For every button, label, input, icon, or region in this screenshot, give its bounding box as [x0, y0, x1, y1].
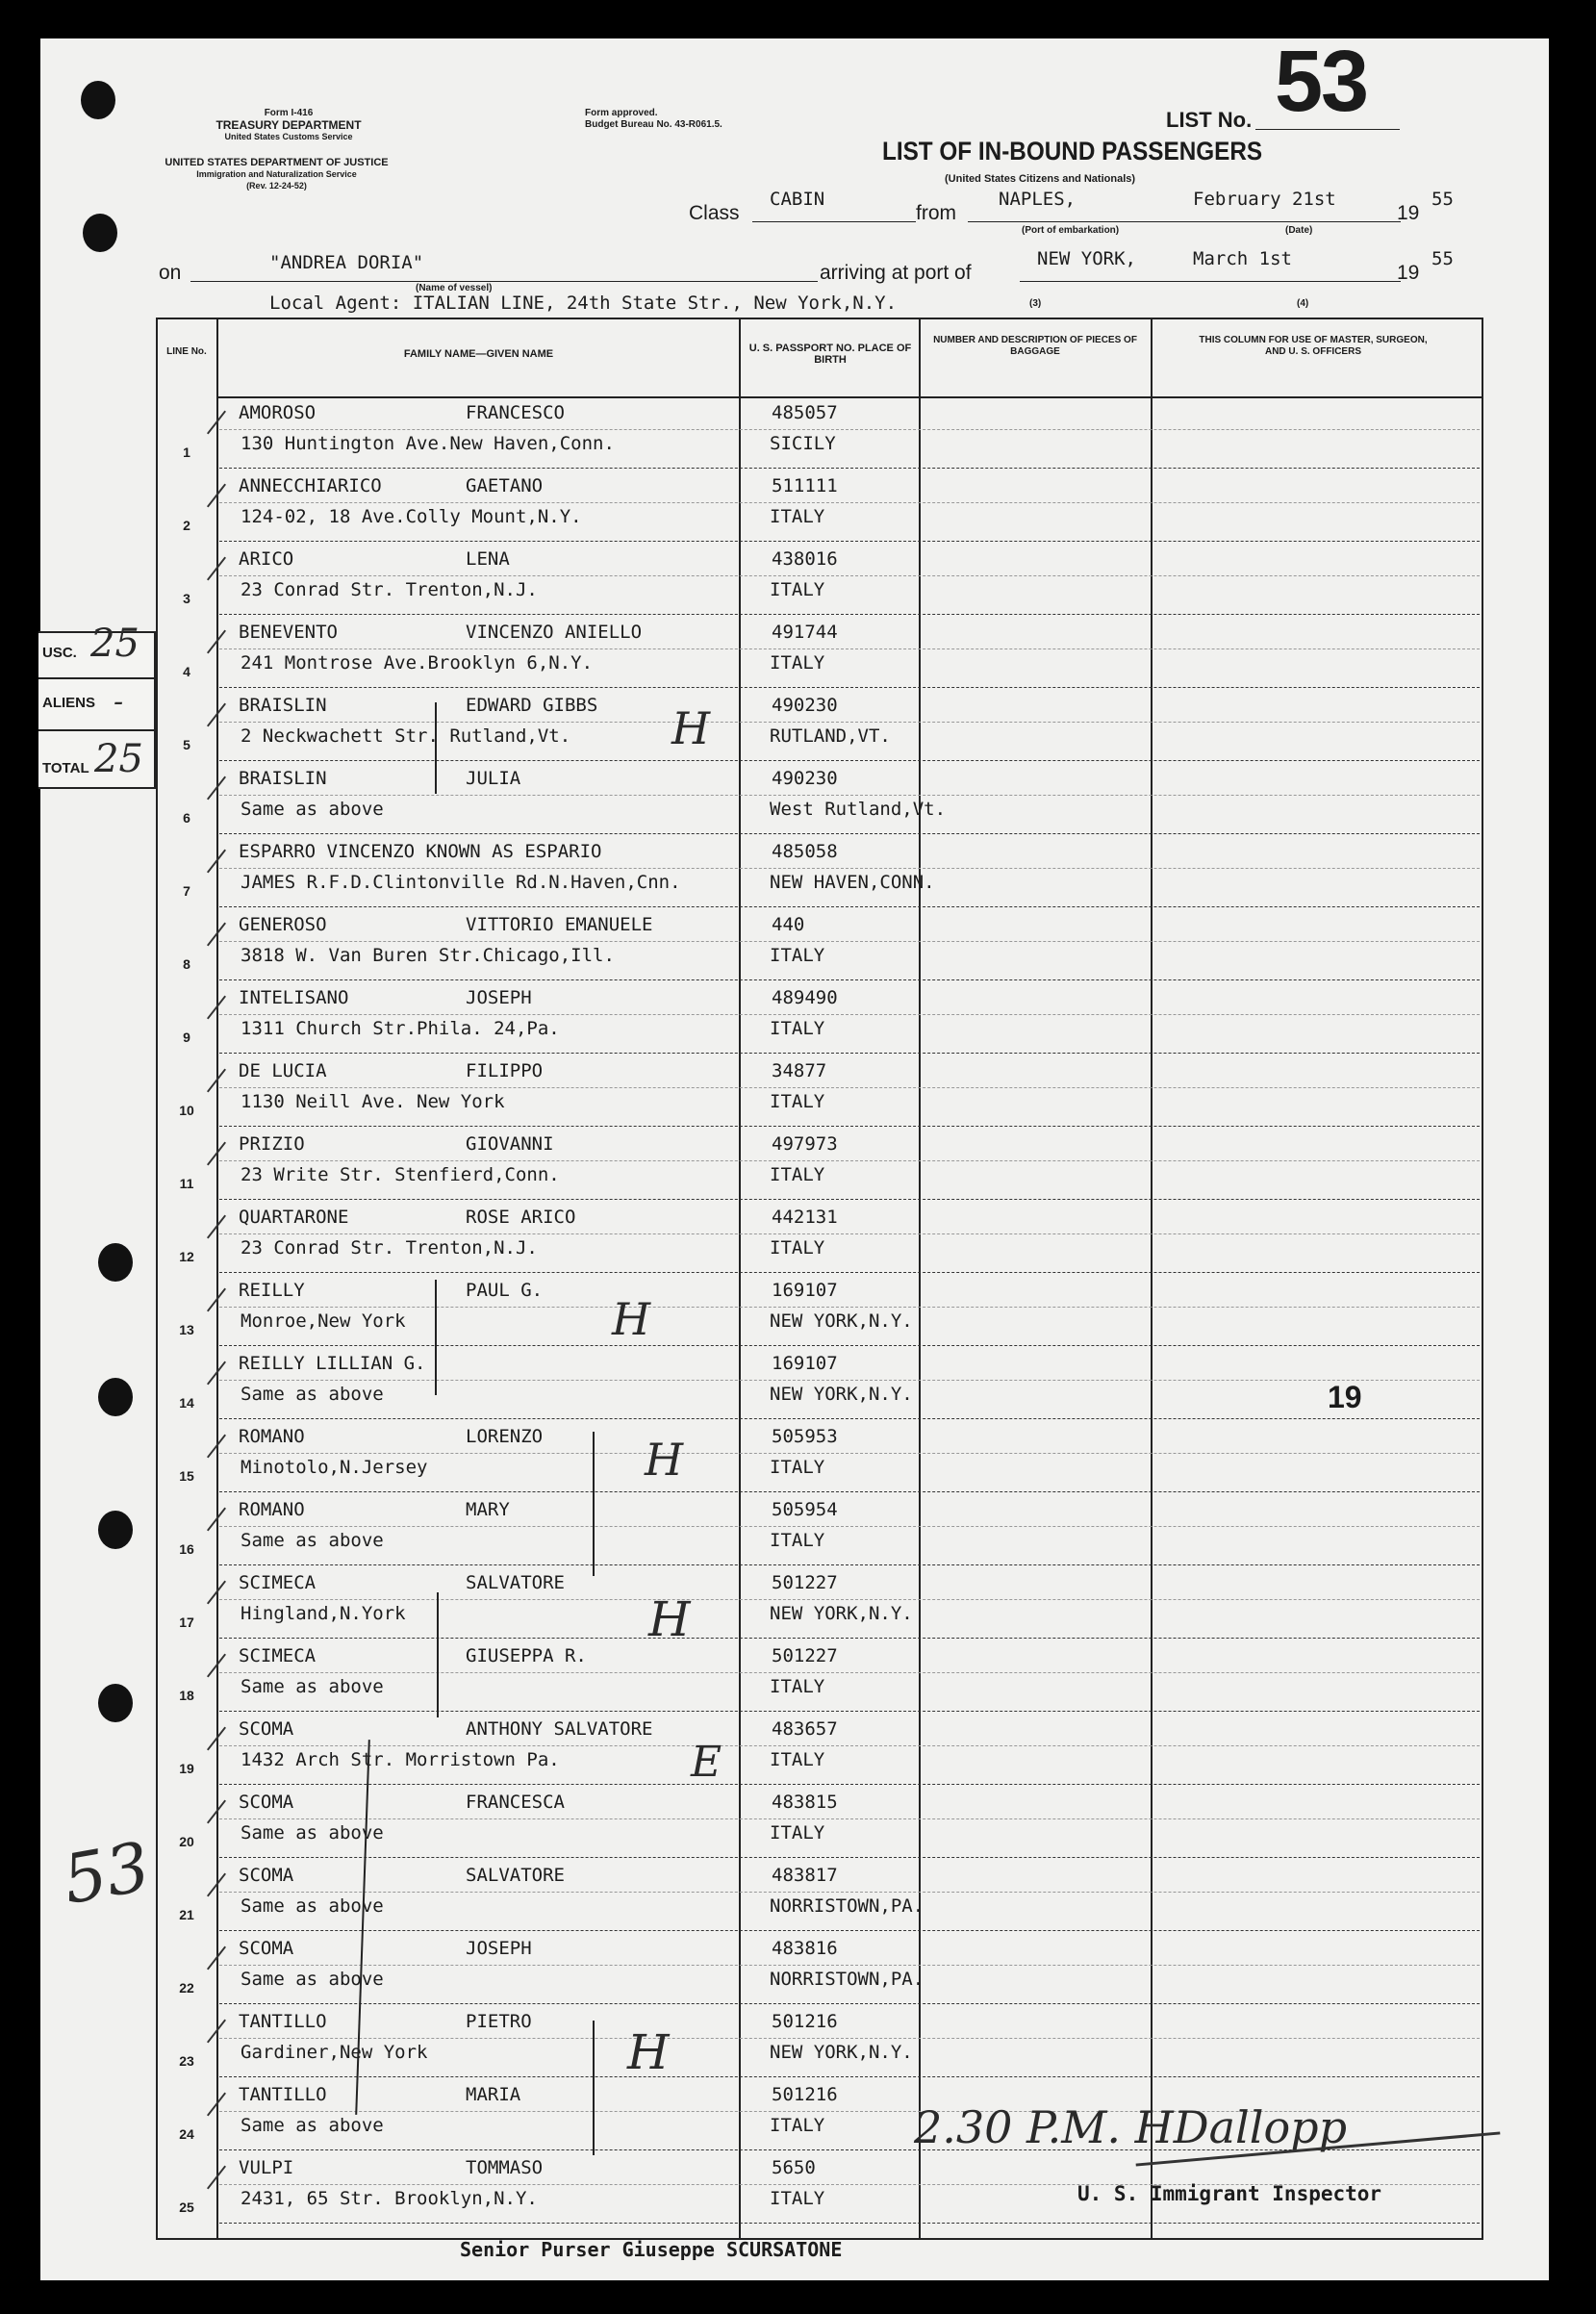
family-name: SCOMA	[239, 1865, 294, 1886]
place-of-birth: ITALY	[770, 506, 825, 527]
e-mark: E	[691, 1738, 722, 1787]
place-of-birth: ITALY	[770, 1676, 825, 1697]
place-of-birth: SICILY	[770, 433, 836, 454]
line-number: 2	[183, 518, 190, 533]
address: Same as above	[241, 2115, 384, 2136]
punch-hole	[98, 1511, 133, 1549]
address: 23 Write Str. Stenfierd,Conn.	[241, 1164, 560, 1185]
caption-3: (3)	[1029, 298, 1042, 309]
on-label: on	[159, 262, 182, 284]
column-header-baggage: NUMBER AND DESCRIPTION OF PIECES OF BAGGAGE	[933, 335, 1137, 357]
family-name: GENEROSO	[239, 914, 327, 935]
address: 2431, 65 Str. Brooklyn,N.Y.	[241, 2188, 538, 2209]
line-number: 19	[179, 1761, 194, 1776]
passport-number: 483816	[772, 1938, 838, 1959]
local-agent: Local Agent: ITALIAN LINE, 24th State Str., New York,N.Y.	[269, 292, 898, 314]
approval-block: Form approved. Budget Bureau No. 43-R061.5.	[585, 108, 722, 130]
arriving-label: arriving at port of	[820, 262, 972, 284]
place-of-birth: RUTLAND,VT.	[770, 725, 891, 747]
doj-block: UNITED STATES DEPARTMENT OF JUSTICE Immigration and Naturalization Service (Rev. 12-24-52)	[165, 157, 389, 191]
address: Gardiner,New York	[241, 2042, 428, 2063]
passport-number: 490230	[772, 695, 838, 716]
family-name: TANTILLO	[239, 2011, 327, 2032]
family-name: SCOMA	[239, 1938, 294, 1959]
family-name: VULPI	[239, 2157, 294, 2178]
address: 1432 Arch Str. Morristown Pa.	[241, 1749, 560, 1770]
address: 23 Conrad Str. Trenton,N.J.	[241, 1237, 538, 1259]
line-number: 25	[179, 2200, 194, 2215]
address: Same as above	[241, 799, 384, 820]
arrival-date: March 1st	[1193, 248, 1292, 269]
address: 124-02, 18 Ave.Colly Mount,N.Y.	[241, 506, 582, 527]
line-number: 17	[179, 1615, 194, 1630]
family-name: TANTILLO	[239, 2084, 327, 2105]
family-name: DE LUCIA	[239, 1060, 327, 1081]
family-name: SCOMA	[239, 1718, 294, 1740]
line-number: 1	[183, 445, 190, 460]
passport-number: 489490	[772, 987, 838, 1008]
address: 3818 W. Van Buren Str.Chicago,Ill.	[241, 945, 615, 966]
place-of-birth: ITALY	[770, 2188, 825, 2209]
place-of-birth: ITALY	[770, 652, 825, 674]
given-name: MARIA	[466, 2084, 521, 2105]
address: Same as above	[241, 1530, 384, 1551]
given-name: GIUSEPPA R.	[466, 1645, 587, 1666]
given-name: EDWARD GIBBS	[466, 695, 598, 716]
h-mark: H	[627, 2024, 670, 2080]
given-name: PIETRO	[466, 2011, 532, 2032]
given-name: SALVATORE	[466, 1572, 565, 1593]
vessel-caption: (Name of vessel)	[416, 283, 493, 293]
given-name: MARY	[466, 1499, 510, 1520]
column-header-passport: U. S. PASSPORT NO. PLACE OF BIRTH	[748, 343, 912, 366]
port-of-embarkation: NAPLES,	[999, 189, 1077, 210]
given-name: FRANCESCO	[466, 402, 565, 423]
place-of-birth: NEW YORK,N.Y.	[770, 2042, 913, 2063]
arrival-port: NEW YORK,	[1037, 248, 1136, 269]
year-from: 55	[1431, 189, 1454, 210]
column-header-officers: THIS COLUMN FOR USE OF MASTER, SURGEON, AND U. S. OFFICERS	[1199, 335, 1428, 357]
place-of-birth: NEW YORK,N.Y.	[770, 1310, 913, 1332]
given-name: JOSEPH	[466, 1938, 532, 1959]
list-no-label: LIST No.	[1166, 108, 1253, 132]
passport-number: 442131	[772, 1207, 838, 1228]
form-block: Form I-416 TREASURY DEPARTMENT United States Customs Service	[215, 108, 362, 141]
place-of-birth: ITALY	[770, 1237, 825, 1259]
passport-number: 501227	[772, 1645, 838, 1666]
passport-number: 497973	[772, 1133, 838, 1155]
inspector-handwriting: 2.30 P.M. HDallopp	[914, 2101, 1348, 2153]
usc-value: 25	[90, 622, 139, 666]
family-name: REILLY LILLIAN G.	[239, 1353, 426, 1374]
punch-hole	[81, 81, 115, 119]
passport-number: 5650	[772, 2157, 816, 2178]
caption-4: (4)	[1297, 298, 1309, 309]
h-mark: H	[645, 1434, 684, 1486]
place-of-birth: West Rutland,Vt.	[770, 799, 947, 820]
line-number: 11	[179, 1176, 194, 1191]
line-number: 24	[179, 2126, 194, 2142]
place-of-birth: ITALY	[770, 1457, 825, 1478]
given-name: LENA	[466, 548, 510, 570]
address: Same as above	[241, 1895, 384, 1917]
given-name: VITTORIO EMANUELE	[466, 914, 653, 935]
address: 1130 Neill Ave. New York	[241, 1091, 505, 1112]
family-name: INTELISANO	[239, 987, 349, 1008]
passport-number: 440	[772, 914, 805, 935]
place-of-birth: ITALY	[770, 2115, 825, 2136]
column-header-line-no: LINE No.	[166, 346, 207, 357]
address: Same as above	[241, 1676, 384, 1697]
family-name: BRAISLIN	[239, 695, 327, 716]
given-name: TOMMASO	[466, 2157, 544, 2178]
line-number: 15	[179, 1468, 194, 1484]
total-value: 25	[94, 737, 143, 781]
given-name: ROSE ARICO	[466, 1207, 576, 1228]
family-name: REILLY	[239, 1280, 305, 1301]
line-number: 8	[183, 956, 190, 972]
count-stamp: 19	[1328, 1380, 1362, 1414]
line-number: 22	[179, 1980, 194, 1996]
given-name: JOSEPH	[466, 987, 532, 1008]
port-caption: (Port of embarkation)	[1022, 225, 1120, 236]
passport-number: 501216	[772, 2084, 838, 2105]
from-label: from	[916, 202, 956, 224]
passport-number: 169107	[772, 1280, 838, 1301]
punch-hole	[98, 1243, 133, 1282]
address: Minotolo,N.Jersey	[241, 1457, 428, 1478]
passport-number: 490230	[772, 768, 838, 789]
line-number: 20	[179, 1834, 194, 1849]
place-of-birth: ITALY	[770, 1749, 825, 1770]
line-number: 16	[179, 1541, 194, 1557]
address: 1311 Church Str.Phila. 24,Pa.	[241, 1018, 560, 1039]
h-mark: H	[612, 1293, 651, 1345]
place-of-birth: ITALY	[770, 1530, 825, 1551]
punch-hole	[98, 1684, 133, 1722]
list-number: 53	[1275, 34, 1368, 130]
given-name: SALVATORE	[466, 1865, 565, 1886]
family-name: ESPARRO VINCENZO KNOWN AS ESPARIO	[239, 841, 602, 862]
place-of-birth: NORRISTOWN,PA.	[770, 1969, 925, 1990]
line-number: 13	[179, 1322, 194, 1337]
passport-number: 483817	[772, 1865, 838, 1886]
vessel-name: "ANDREA DORIA"	[269, 252, 424, 273]
place-of-birth: NORRISTOWN,PA.	[770, 1895, 925, 1917]
aliens-value: -	[114, 685, 124, 719]
family-name: BENEVENTO	[239, 622, 338, 643]
class-label: Class	[689, 202, 740, 224]
given-name: GAETANO	[466, 475, 544, 496]
line-number: 6	[183, 810, 190, 826]
family-name: ANNECCHIARICO	[239, 475, 382, 496]
passport-number: 501216	[772, 2011, 838, 2032]
usc-label: USC.	[42, 645, 77, 661]
family-name: ARICO	[239, 548, 294, 570]
address: 2 Neckwachett Str. Rutland,Vt.	[241, 725, 571, 747]
line-number: 14	[179, 1395, 194, 1411]
h-mark: H	[671, 702, 711, 754]
given-name: LORENZO	[466, 1426, 544, 1447]
line-number: 9	[183, 1030, 190, 1045]
family-name: AMOROSO	[239, 402, 317, 423]
margin-number: 53	[57, 1826, 156, 1920]
place-of-birth: ITALY	[770, 1822, 825, 1844]
place-of-birth: NEW YORK,N.Y.	[770, 1603, 913, 1624]
line-number: 10	[179, 1103, 194, 1118]
passport-number: 511111	[772, 475, 838, 496]
punch-hole	[98, 1378, 133, 1416]
address: 130 Huntington Ave.New Haven,Conn.	[241, 433, 615, 454]
page-title: LIST OF IN-BOUND PASSENGERS	[882, 137, 1263, 165]
family-name: SCOMA	[239, 1792, 294, 1813]
h-mark: H	[648, 1591, 691, 1647]
given-name: FILIPPO	[466, 1060, 544, 1081]
year-prefix-arrival: 19	[1397, 262, 1420, 284]
line-number: 3	[183, 591, 190, 606]
total-label: TOTAL	[42, 760, 89, 776]
given-name: GIOVANNI	[466, 1133, 554, 1155]
address: 241 Montrose Ave.Brooklyn 6,N.Y.	[241, 652, 594, 674]
address: Same as above	[241, 1384, 384, 1405]
place-of-birth: ITALY	[770, 1018, 825, 1039]
passport-number: 169107	[772, 1353, 838, 1374]
family-name: ROMANO	[239, 1499, 305, 1520]
passport-number: 485058	[772, 841, 838, 862]
family-name: SCIMECA	[239, 1572, 317, 1593]
given-name: FRANCESCA	[466, 1792, 565, 1813]
family-name: QUARTARONE	[239, 1207, 349, 1228]
family-name: BRAISLIN	[239, 768, 327, 789]
passport-number: 501227	[772, 1572, 838, 1593]
departure-date: February 21st	[1193, 189, 1336, 210]
line-number: 7	[183, 883, 190, 899]
year-prefix: 19	[1397, 202, 1420, 224]
line-number: 21	[179, 1907, 194, 1922]
family-name: SCIMECA	[239, 1645, 317, 1666]
passport-number: 438016	[772, 548, 838, 570]
passport-number: 483815	[772, 1792, 838, 1813]
passport-number: 505954	[772, 1499, 838, 1520]
aliens-label: ALIENS	[42, 695, 96, 711]
place-of-birth: ITALY	[770, 945, 825, 966]
year-arrival: 55	[1431, 248, 1454, 269]
given-name: JULIA	[466, 768, 521, 789]
line-number: 18	[179, 1688, 194, 1703]
address: JAMES R.F.D.Clintonville Rd.N.Haven,Cnn.	[241, 872, 681, 893]
given-name: ANTHONY SALVATORE	[466, 1718, 653, 1740]
date-caption: (Date)	[1285, 225, 1313, 236]
passport-number: 34877	[772, 1060, 827, 1081]
place-of-birth: NEW YORK,N.Y.	[770, 1384, 913, 1405]
address: Monroe,New York	[241, 1310, 406, 1332]
passport-number: 483657	[772, 1718, 838, 1740]
line-number: 23	[179, 2053, 194, 2069]
punch-hole	[83, 214, 117, 252]
address: 23 Conrad Str. Trenton,N.J.	[241, 579, 538, 600]
address: Same as above	[241, 1822, 384, 1844]
place-of-birth: NEW HAVEN,CONN.	[770, 872, 935, 893]
line-number: 5	[183, 737, 190, 752]
family-name: ROMANO	[239, 1426, 305, 1447]
class-value: CABIN	[770, 189, 825, 210]
column-header-name: FAMILY NAME—GIVEN NAME	[403, 348, 554, 360]
inspector-label: U. S. Immigrant Inspector	[1077, 2182, 1382, 2205]
senior-purser: Senior Purser Giuseppe SCURSATONE	[460, 2238, 843, 2261]
title-subtitle: (United States Citizens and Nationals)	[945, 173, 1136, 185]
place-of-birth: ITALY	[770, 1164, 825, 1185]
address: Same as above	[241, 1969, 384, 1990]
passport-number: 505953	[772, 1426, 838, 1447]
passport-number: 491744	[772, 622, 838, 643]
place-of-birth: ITALY	[770, 579, 825, 600]
place-of-birth: ITALY	[770, 1091, 825, 1112]
passport-number: 485057	[772, 402, 838, 423]
address: Hingland,N.York	[241, 1603, 406, 1624]
family-name: PRIZIO	[239, 1133, 305, 1155]
given-name: PAUL G.	[466, 1280, 544, 1301]
line-number: 4	[183, 664, 190, 679]
line-number: 12	[179, 1249, 194, 1264]
given-name: VINCENZO ANIELLO	[466, 622, 643, 643]
